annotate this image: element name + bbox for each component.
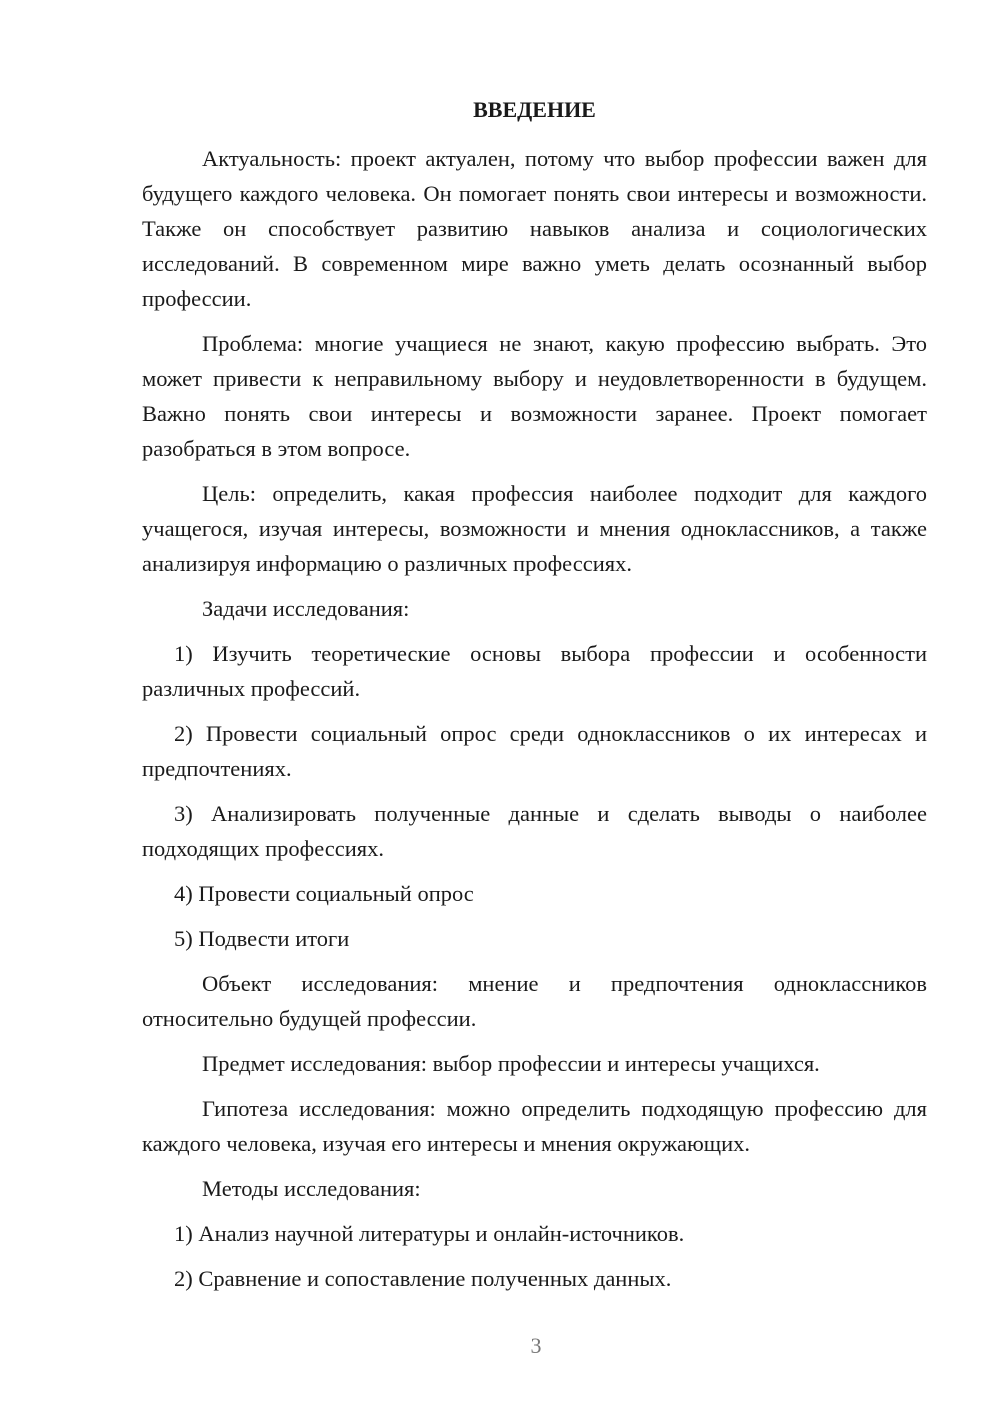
task-item-3: 3) Анализировать полученные данные и сделать выводы о наиболее подходящих профессиях.	[142, 801, 927, 861]
task-item-5: 5) Подвести итоги	[174, 926, 350, 951]
paragraph-tasks-heading: Задачи исследования:	[202, 596, 410, 621]
page-content	[142, 95, 927, 1296]
task-item-1: 1) Изучить теоретические основы выбора профессии и особенности различных профессий.	[142, 641, 927, 701]
section-title: ВВЕДЕНИЕ	[473, 97, 596, 122]
page-number: 3	[530, 1333, 542, 1358]
paragraph-research-object: Объект исследования: мнение и предпочтения одноклассников относительно будущей профессии.	[142, 971, 927, 1031]
paragraph-methods-heading: Методы исследования:	[202, 1176, 421, 1201]
paragraph-relevance: Актуальность: проект актуален, потому что выбор профессии важен для будущего каждого человека. Он помогает понять свои интересы и возможности. Также он способствует развитию навыков анализа и социологических исследований. В современном мире важно уметь делать осознанный выбор профессии.	[142, 146, 927, 311]
method-item-2: 2) Сравнение и сопоставление полученных данных.	[174, 1266, 672, 1291]
paragraph-hypothesis: Гипотеза исследования: можно определить подходящую профессию для каждого человека, изучая его интересы и мнения окружающих.	[142, 1096, 927, 1156]
paragraph-research-subject: Предмет исследования: выбор профессии и интересы учащихся.	[202, 1051, 820, 1076]
task-item-4: 4) Провести социальный опрос	[174, 881, 474, 906]
task-item-2: 2) Провести социальный опрос среди одноклассников о их интересах и предпочтениях.	[142, 721, 927, 781]
paragraph-problem: Проблема: многие учащиеся не знают, какую профессию выбрать. Это может привести к неправильному выбору и неудовлетворенности в будущем. Важно понять свои интересы и возможности заранее. Проект помогает разобраться в этом вопросе.	[142, 331, 927, 461]
paragraph-goal: Цель: определить, какая профессия наиболее подходит для каждого учащегося, изучая интересы, возможности и мнения одноклассников, а также анализируя информацию о различных профессиях.	[142, 481, 927, 576]
method-item-1: 1) Анализ научной литературы и онлайн-источников.	[174, 1221, 685, 1246]
